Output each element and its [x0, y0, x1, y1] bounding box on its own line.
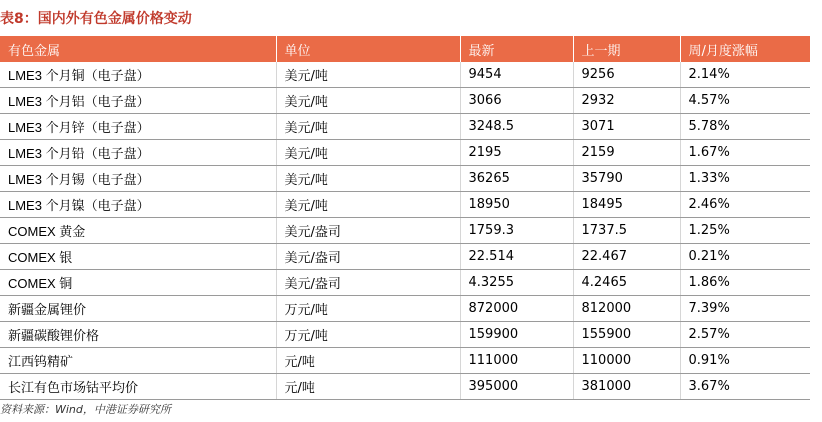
cell-previous: 1737.5 — [573, 218, 680, 244]
cell-latest: 395000 — [460, 374, 573, 400]
cell-unit: 美元/吨 — [276, 192, 460, 218]
cell-latest: 3248.5 — [460, 114, 573, 140]
cell-metal: COMEX 铜 — [0, 270, 276, 296]
cell-change: 1.86% — [680, 270, 810, 296]
table-row — [0, 374, 810, 400]
table-row — [0, 140, 810, 166]
cell-latest: 3066 — [460, 88, 573, 114]
cell-change: 0.21% — [680, 244, 810, 270]
cell-unit: 美元/吨 — [276, 62, 460, 88]
cell-metal: COMEX 银 — [0, 244, 276, 270]
cell-unit: 美元/吨 — [276, 166, 460, 192]
cell-previous: 2159 — [573, 140, 680, 166]
cell-latest: 1759.3 — [460, 218, 573, 244]
cell-unit: 元/吨 — [276, 348, 460, 374]
cell-metal: 新疆金属锂价 — [0, 296, 276, 322]
cell-previous: 4.2465 — [573, 270, 680, 296]
cell-latest: 9454 — [460, 62, 573, 88]
cell-change: 3.67% — [680, 374, 810, 400]
cell-metal: LME3 个月铝（电子盘） — [0, 88, 276, 114]
cell-unit: 万元/吨 — [276, 322, 460, 348]
table-row — [0, 270, 810, 296]
cell-change: 1.67% — [680, 140, 810, 166]
cell-unit: 美元/吨 — [276, 88, 460, 114]
cell-unit: 美元/盎司 — [276, 270, 460, 296]
cell-previous: 2932 — [573, 88, 680, 114]
cell-previous: 18495 — [573, 192, 680, 218]
cell-latest: 18950 — [460, 192, 573, 218]
cell-latest: 4.3255 — [460, 270, 573, 296]
cell-metal: COMEX 黄金 — [0, 218, 276, 244]
table-row — [0, 62, 810, 88]
cell-metal: LME3 个月铅（电子盘） — [0, 140, 276, 166]
cell-unit: 美元/吨 — [276, 114, 460, 140]
cell-latest: 111000 — [460, 348, 573, 374]
cell-unit: 美元/吨 — [276, 140, 460, 166]
cell-unit: 美元/盎司 — [276, 244, 460, 270]
cell-change: 0.91% — [680, 348, 810, 374]
cell-previous: 812000 — [573, 296, 680, 322]
table-row — [0, 192, 810, 218]
cell-latest: 872000 — [460, 296, 573, 322]
cell-change: 2.57% — [680, 322, 810, 348]
cell-change: 1.25% — [680, 218, 810, 244]
table-row — [0, 88, 810, 114]
cell-previous: 3071 — [573, 114, 680, 140]
cell-previous: 22.467 — [573, 244, 680, 270]
header-row — [0, 36, 810, 62]
cell-previous: 155900 — [573, 322, 680, 348]
cell-metal: 江西钨精矿 — [0, 348, 276, 374]
table-row — [0, 218, 810, 244]
table-row — [0, 322, 810, 348]
source-note: 资料来源：Wind，中港证券研究所 — [0, 403, 171, 416]
cell-previous: 110000 — [573, 348, 680, 374]
cell-metal: LME3 个月锡（电子盘） — [0, 166, 276, 192]
header-unit: 单位 — [276, 36, 460, 62]
cell-metal: 新疆碳酸锂价格 — [0, 322, 276, 348]
cell-metal: LME3 个月锌（电子盘） — [0, 114, 276, 140]
cell-change: 1.33% — [680, 166, 810, 192]
cell-latest: 22.514 — [460, 244, 573, 270]
cell-change: 5.78% — [680, 114, 810, 140]
cell-previous: 381000 — [573, 374, 680, 400]
table-row — [0, 244, 810, 270]
cell-metal: LME3 个月铜（电子盘） — [0, 62, 276, 88]
cell-previous: 35790 — [573, 166, 680, 192]
table-row — [0, 114, 810, 140]
cell-unit: 元/吨 — [276, 374, 460, 400]
cell-change: 7.39% — [680, 296, 810, 322]
header-metal: 有色金属 — [0, 36, 276, 62]
cell-change: 2.14% — [680, 62, 810, 88]
table-row — [0, 166, 810, 192]
cell-change: 4.57% — [680, 88, 810, 114]
cell-previous: 9256 — [573, 62, 680, 88]
cell-latest: 36265 — [460, 166, 573, 192]
table-row — [0, 348, 810, 374]
cell-change: 2.46% — [680, 192, 810, 218]
price-table — [0, 36, 810, 400]
table-row — [0, 296, 810, 322]
cell-latest: 2195 — [460, 140, 573, 166]
cell-metal: 长江有色市场钴平均价 — [0, 374, 276, 400]
header-latest: 最新 — [460, 36, 573, 62]
cell-unit: 美元/盎司 — [276, 218, 460, 244]
cell-unit: 万元/吨 — [276, 296, 460, 322]
table-title: 表8：国内外有色金属价格变动 — [0, 11, 192, 27]
cell-metal: LME3 个月镍（电子盘） — [0, 192, 276, 218]
header-change: 周/月度涨幅 — [680, 36, 810, 62]
header-previous: 上一期 — [573, 36, 680, 62]
cell-latest: 159900 — [460, 322, 573, 348]
